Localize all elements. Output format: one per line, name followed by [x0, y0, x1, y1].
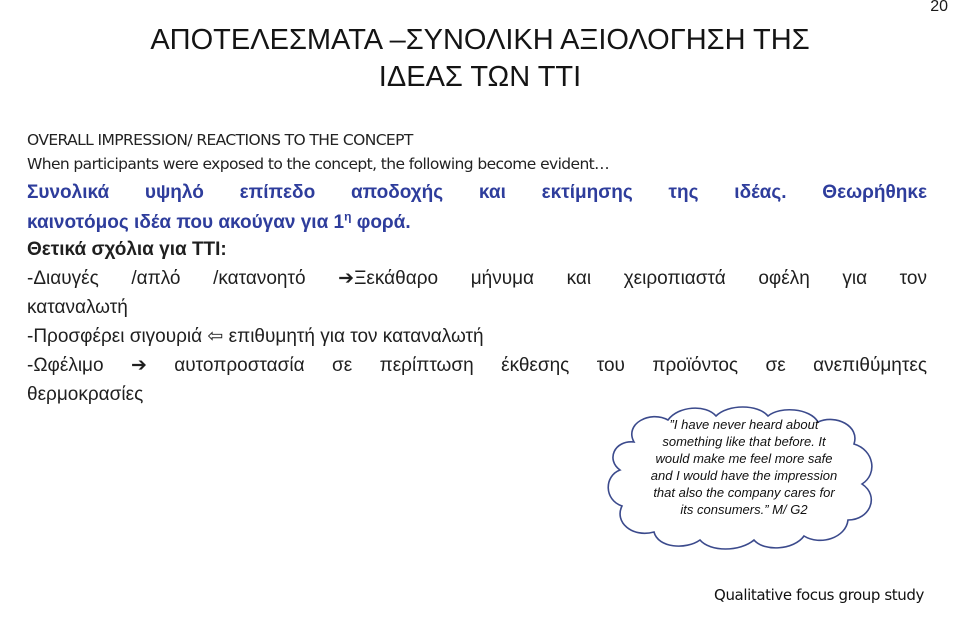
acceptance-summary — [27, 178, 927, 238]
overall-heading: OVERALL IMPRESSION/ REACTIONS TO THE CONCEPT — [27, 131, 413, 149]
overall-intro: When participants were exposed to the concept, the following become evident… — [27, 155, 610, 173]
positive-comments-list — [27, 264, 927, 409]
point-3-line-2: θερμοκρασίες — [27, 384, 144, 405]
acceptance-line-2 — [27, 208, 927, 238]
acceptance-line-2-post: φορά. — [351, 212, 411, 233]
overall-impression-block — [27, 128, 927, 176]
slide-title — [80, 22, 880, 96]
acceptance-line-2-sup: η — [344, 209, 352, 224]
point-1-line-2: καταναλωτή — [27, 297, 128, 318]
point-2: -Προσφέρει σιγουριά ⇦ επιθυμητή για τον καταναλωτή — [27, 326, 484, 347]
consumer-quote: ”I have never heard about something like that before. It would make me feel more safe and I would have the impression that also the company cares for its consumers.” M/ G2 — [650, 417, 838, 517]
acceptance-line-2-pre: καινοτόμος ιδέα που ακούγαν για 1 — [27, 212, 345, 233]
footer-study-label: Qualitative focus group study — [714, 586, 924, 604]
positive-comments-heading: Θετικά σχόλια για TTI: — [27, 239, 227, 260]
quote-cloud — [598, 402, 886, 552]
point-1-line-1: -Διαυγές /απλό /κατανοητό ➔Ξεκάθαρο μήνυμα και χειροπιαστά οφέλη για τον — [27, 268, 927, 289]
point-3-line-1: -Ωφέλιμο ➔ αυτοπροστασία σε περίπτωση έκθεσης του προϊόντος σε ανεπιθύμητες — [27, 355, 927, 376]
title-line-2: ΙΔΕΑΣ ΤΩΝ ΤΤΙ — [378, 61, 582, 93]
title-line-1: ΑΠΟΤΕΛΕΣΜΑΤΑ –ΣΥΝΟΛΙΚΗ ΑΞΙΟΛΟΓΗΣΗ ΤΗΣ — [150, 24, 810, 56]
acceptance-line-1: Συνολικά υψηλό επίπεδο αποδοχής και εκτίμησης της ιδέας. Θεωρήθηκε — [27, 182, 927, 203]
slide-number: 20 — [930, 0, 948, 15]
